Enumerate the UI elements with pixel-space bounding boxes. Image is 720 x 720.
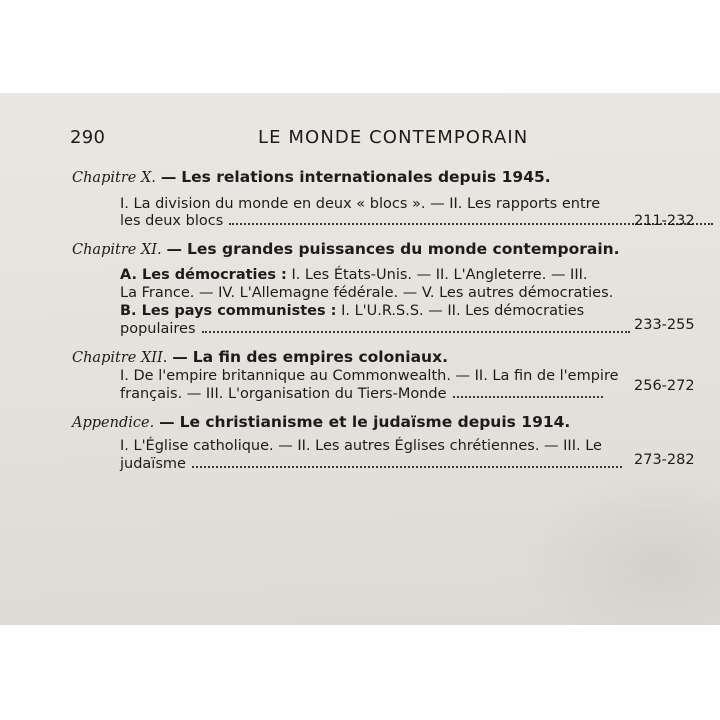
- entry-text: I. De l'empire britannique au Commonwealth. — II. La fin de l'empire: [120, 368, 619, 384]
- entry-kind: Chapitre XI.: [72, 242, 162, 258]
- section-label: A. Les démocraties :: [120, 267, 287, 283]
- dot-leader: [453, 395, 603, 398]
- entry-dash: —: [159, 413, 175, 431]
- toc-entry-line: [120, 212, 713, 230]
- toc-entry-line: [120, 320, 630, 338]
- entry-text: judaïsme: [120, 456, 186, 472]
- entry-text: I. L'U.R.S.S. — II. Les démocraties: [341, 303, 585, 319]
- entry-dash: —: [172, 348, 188, 366]
- page-range: 273-282: [634, 452, 695, 468]
- page-range: 256-272: [634, 378, 695, 394]
- toc-entry-line: [120, 437, 602, 455]
- toc-entry-line: [120, 385, 603, 403]
- dot-leader: [192, 465, 622, 468]
- entry-text: I. La division du monde en deux « blocs ». — II. Les rapports entre: [120, 196, 601, 212]
- entry-text: I. Les États-Unis. — II. L'Angleterre. — III.: [291, 267, 588, 283]
- toc-entry-heading: [72, 240, 620, 259]
- running-title: LE MONDE CONTEMPORAIN: [258, 127, 529, 148]
- toc-entry-line: [120, 302, 584, 320]
- section-label: B. Les pays communistes :: [120, 303, 337, 319]
- page-range: 211-232: [634, 213, 695, 229]
- toc-entry-line: [120, 367, 619, 385]
- entry-kind: Chapitre X.: [72, 170, 156, 186]
- entry-kind: Chapitre XII.: [72, 350, 168, 366]
- toc-entry-line: [120, 284, 613, 302]
- entry-text: I. L'Église catholique. — II. Les autres Églises chrétiennes. — III. Le: [120, 438, 602, 454]
- toc-entry-heading: [72, 348, 448, 367]
- entry-title: Les relations internationales depuis 1945.: [181, 168, 551, 186]
- entry-dash: —: [166, 240, 183, 258]
- toc-entry-heading: [72, 413, 570, 432]
- entry-title: La fin des empires coloniaux.: [192, 348, 448, 366]
- page-range: 233-255: [634, 317, 695, 333]
- entry-text: français. — III. L'organisation du Tiers-Monde: [120, 386, 447, 402]
- toc-entry-line: [120, 266, 588, 284]
- entry-title: Les grandes puissances du monde contemporain.: [186, 240, 620, 258]
- toc-entry-heading: [72, 168, 551, 187]
- entry-text: La France. — IV. L'Allemagne fédérale. — V. Les autres démocraties.: [120, 285, 614, 301]
- page-number: 290: [70, 127, 106, 148]
- toc-entry-line: [120, 195, 600, 213]
- dot-leader: [202, 330, 630, 333]
- entry-text: les deux blocs: [120, 213, 224, 229]
- entry-title: Le christianisme et le judaïsme depuis 1914.: [179, 413, 571, 431]
- entry-text: populaires: [120, 321, 196, 337]
- toc-entry-line: [120, 455, 622, 473]
- entry-kind: Appendice.: [72, 415, 155, 431]
- entry-dash: —: [160, 168, 177, 186]
